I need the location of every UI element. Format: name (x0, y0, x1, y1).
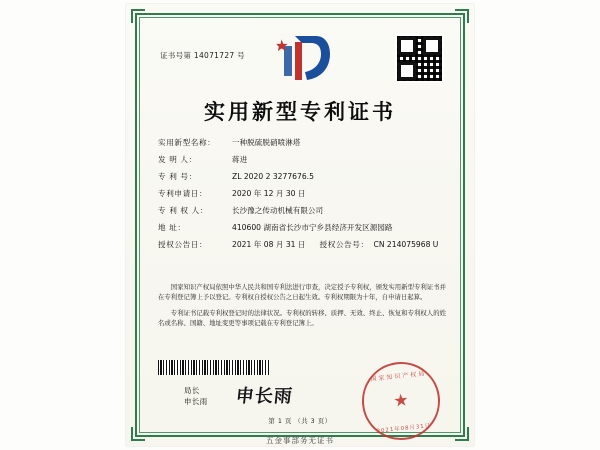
patent-office-logo-icon (275, 32, 333, 84)
field-row-address (158, 223, 446, 232)
field-label-announcement-number: 授权公告号： (319, 239, 369, 249)
field-value-grant-date: 2021 年 08 月 31 日 (232, 239, 306, 249)
paragraph-2: 专利证书记载专利权登记时的法律状况。专利权的转移、质押、无效、终止、恢复和专利权人的姓名或名称、国籍、地址变更等事项记载在专利登记簿上。 (158, 308, 446, 328)
barcode-icon (158, 360, 270, 375)
field-label: 专利申请日： (158, 188, 208, 198)
field-label: 发 明 人： (158, 154, 197, 164)
field-row-patentee (158, 206, 446, 215)
field-row-patent-number (158, 172, 446, 181)
field-label: 地 址： (158, 222, 186, 232)
handwritten-signature: 申长雨 (234, 386, 294, 407)
field-value: 410600 湖南省长沙市宁乡县经济开发区源园路 (232, 222, 393, 232)
seal-text-top: 国家知识产权局 (370, 370, 427, 384)
director-title-label: 局长 (184, 386, 200, 395)
page-title: 实用新型专利证书 (204, 99, 396, 124)
field-label: 专 利 权 人： (158, 205, 209, 215)
director-name-label: 申长雨 (184, 397, 208, 407)
star-icon: ★ (392, 390, 410, 412)
field-value: ZL 2020 2 3277676.5 (232, 171, 314, 181)
field-value: 蒋进 (232, 154, 248, 164)
field-label: 实用新型名称： (158, 138, 216, 147)
qr-code-icon (395, 34, 444, 83)
field-value: 一种脱硫脱硝喷淋塔 (232, 138, 301, 147)
field-row-application-date (158, 189, 446, 198)
field-list (158, 138, 446, 257)
paragraph-1: 国家知识产权局依照中华人民共和国专利法进行审查，决定授予专利权，颁发实用新型专利证书并在专利登记簿上予以登记。专利权自授权公告之日起生效。专利权期限为十年，自申请日起算。 (158, 283, 446, 302)
corner-ornament-top-left (131, 9, 145, 23)
corner-ornament-top-right (455, 9, 469, 23)
field-label-grant-date: 授权公告日： (158, 239, 208, 249)
field-value: 长沙豫之传动机械有限公司 (232, 205, 324, 215)
field-label: 专 利 号： (158, 171, 197, 181)
certificate-sheet (126, 4, 474, 446)
signature-labels (184, 385, 208, 407)
field-row-grant-announcement (158, 240, 446, 249)
certificate-serial-number: 证书号第 14071727 号 (160, 51, 245, 60)
page-number: 第 1 页 （共 3 页） (268, 417, 332, 425)
seal-text-bottom: 2021年08月31日 (376, 423, 432, 435)
field-row-utility-model-name (158, 138, 446, 147)
image-caption: 五金事部务无证书 (266, 436, 334, 445)
body-text (158, 282, 446, 334)
field-value: 2020 年 12 月 30 日 (232, 188, 306, 198)
field-row-inventor (158, 155, 446, 164)
field-value-announcement-number: CN 214075968 U (373, 239, 439, 249)
